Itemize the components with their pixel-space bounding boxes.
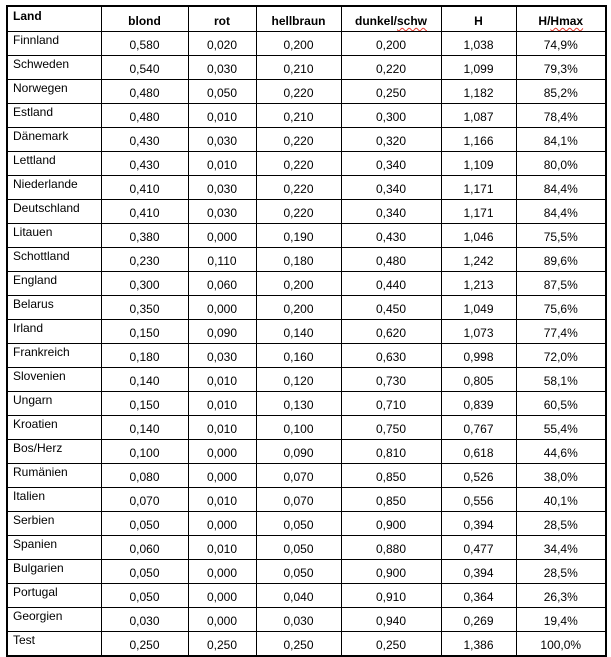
table-row [7,176,606,200]
table-row [7,56,606,80]
cell-value[interactable]: 0,000 [188,224,256,248]
cell-country[interactable]: England [7,272,101,296]
cell-country[interactable]: Italien [7,488,101,512]
cell-value[interactable]: 34,4% [516,536,606,560]
cell-value[interactable]: 0,030 [188,344,256,368]
cell-value[interactable]: 0,364 [441,584,516,608]
cell-value[interactable]: 0,839 [441,392,516,416]
column-header-rot[interactable]: rot [188,6,256,32]
cell-value[interactable]: 0,430 [101,128,188,152]
table-row [7,200,606,224]
cell-value[interactable]: 28,5% [516,560,606,584]
cell-value[interactable]: 0,477 [441,536,516,560]
cell-value[interactable]: 0,030 [188,176,256,200]
cell-value[interactable]: 28,5% [516,512,606,536]
cell-country[interactable]: Estland [7,104,101,128]
cell-country[interactable]: Portugal [7,584,101,608]
cell-value[interactable]: 0,556 [441,488,516,512]
cell-value[interactable]: 0,880 [341,536,441,560]
cell-value[interactable]: 0,526 [441,464,516,488]
cell-value[interactable]: 0,940 [341,608,441,632]
cell-value[interactable]: 0,050 [256,536,341,560]
cell-value[interactable]: 0,130 [256,392,341,416]
cell-country[interactable]: Finnland [7,32,101,56]
cell-value[interactable]: 74,9% [516,32,606,56]
cell-value[interactable]: 55,4% [516,416,606,440]
cell-country[interactable]: Test [7,632,101,657]
cell-value[interactable]: 0,060 [101,536,188,560]
cell-value[interactable]: 0,090 [256,440,341,464]
table-row [7,272,606,296]
table-row [7,488,606,512]
cell-value[interactable]: 0,020 [188,32,256,56]
table-row [7,608,606,632]
cell-value[interactable]: 0,110 [188,248,256,272]
cell-value[interactable]: 0,580 [101,32,188,56]
cell-value[interactable]: 0,230 [101,248,188,272]
table-row [7,560,606,584]
cell-value[interactable]: 0,220 [256,128,341,152]
header-text-hmax-spellcheck: Hmax [550,14,584,28]
cell-value[interactable]: 0,340 [341,176,441,200]
cell-country[interactable]: Deutschland [7,200,101,224]
cell-country[interactable]: Bulgarien [7,560,101,584]
cell-country[interactable]: Serbien [7,512,101,536]
cell-value[interactable]: 0,430 [341,224,441,248]
cell-value[interactable]: 78,4% [516,104,606,128]
cell-value[interactable]: 0,220 [256,176,341,200]
cell-country[interactable]: Lettland [7,152,101,176]
cell-value[interactable]: 1,171 [441,176,516,200]
cell-value[interactable]: 0,200 [256,32,341,56]
cell-value[interactable]: 0,900 [341,560,441,584]
cell-value[interactable]: 0,200 [256,272,341,296]
cell-value[interactable]: 0,210 [256,56,341,80]
cell-country[interactable]: Bos/Herz [7,440,101,464]
cell-value[interactable]: 0,220 [256,80,341,104]
cell-value[interactable]: 1,386 [441,632,516,657]
cell-value[interactable]: 0,394 [441,512,516,536]
cell-value[interactable]: 0,810 [341,440,441,464]
cell-country[interactable]: Georgien [7,608,101,632]
cell-value[interactable]: 72,0% [516,344,606,368]
table-row [7,464,606,488]
cell-value[interactable]: 0,030 [188,200,256,224]
cell-value[interactable]: 0,100 [101,440,188,464]
cell-value[interactable]: 0,010 [188,488,256,512]
cell-country[interactable]: Dänemark [7,128,101,152]
cell-value[interactable]: 0,010 [188,536,256,560]
cell-country[interactable]: Irland [7,320,101,344]
table-row [7,344,606,368]
cell-value[interactable]: 84,1% [516,128,606,152]
cell-value[interactable]: 0,394 [441,560,516,584]
cell-value[interactable]: 0,180 [101,344,188,368]
cell-value[interactable]: 1,046 [441,224,516,248]
cell-value[interactable]: 84,4% [516,176,606,200]
cell-value[interactable]: 85,2% [516,80,606,104]
cell-country[interactable]: Rumänien [7,464,101,488]
cell-value[interactable]: 0,340 [341,200,441,224]
column-header-dunkel-schw[interactable] [341,6,441,32]
cell-value[interactable]: 0,000 [188,296,256,320]
cell-country[interactable]: Schottland [7,248,101,272]
cell-value[interactable]: 0,210 [256,104,341,128]
cell-value[interactable]: 0,090 [188,320,256,344]
cell-value[interactable]: 0,030 [101,608,188,632]
cell-value[interactable]: 1,049 [441,296,516,320]
table-row [7,392,606,416]
cell-value[interactable]: 1,182 [441,80,516,104]
cell-value[interactable]: 0,250 [188,632,256,657]
cell-value[interactable]: 0,630 [341,344,441,368]
cell-value[interactable]: 0,269 [441,608,516,632]
cell-country[interactable]: Schweden [7,56,101,80]
header-text-h-slash: H/ [538,14,551,28]
cell-value[interactable]: 0,050 [101,584,188,608]
cell-value[interactable]: 0,380 [101,224,188,248]
cell-value[interactable]: 0,010 [188,104,256,128]
cell-value[interactable]: 0,410 [101,176,188,200]
cell-value[interactable]: 0,910 [341,584,441,608]
cell-value[interactable]: 19,4% [516,608,606,632]
table-row [7,152,606,176]
cell-value[interactable]: 0,340 [341,152,441,176]
cell-value[interactable]: 0,080 [101,464,188,488]
cell-value[interactable]: 0,140 [101,416,188,440]
cell-value[interactable]: 38,0% [516,464,606,488]
cell-country[interactable]: Norwegen [7,80,101,104]
cell-value[interactable]: 1,109 [441,152,516,176]
cell-value[interactable]: 0,480 [101,80,188,104]
cell-value[interactable]: 0,200 [256,296,341,320]
table-row [7,584,606,608]
cell-value[interactable]: 80,0% [516,152,606,176]
cell-value[interactable]: 0,250 [256,632,341,657]
cell-value[interactable]: 0,730 [341,368,441,392]
cell-value[interactable]: 0,250 [341,80,441,104]
table-row [7,80,606,104]
cell-value[interactable]: 0,250 [101,632,188,657]
cell-value[interactable]: 26,3% [516,584,606,608]
table-row [7,248,606,272]
cell-value[interactable]: 0,010 [188,152,256,176]
cell-value[interactable]: 0,200 [341,32,441,56]
cell-value[interactable]: 75,5% [516,224,606,248]
cell-value[interactable]: 0,000 [188,440,256,464]
cell-value[interactable]: 1,087 [441,104,516,128]
cell-value[interactable]: 84,4% [516,200,606,224]
cell-value[interactable]: 0,000 [188,464,256,488]
cell-value[interactable]: 87,5% [516,272,606,296]
table-row [7,296,606,320]
cell-value[interactable]: 0,150 [101,392,188,416]
cell-value[interactable]: 0,030 [256,608,341,632]
cell-value[interactable]: 0,050 [101,560,188,584]
column-header-h-hmax[interactable] [516,6,606,32]
cell-country[interactable]: Niederlande [7,176,101,200]
cell-value[interactable]: 0,190 [256,224,341,248]
cell-value[interactable]: 40,1% [516,488,606,512]
cell-value[interactable]: 0,140 [256,320,341,344]
cell-value[interactable]: 0,000 [188,584,256,608]
cell-value[interactable]: 0,050 [256,560,341,584]
column-header-h[interactable]: H [441,6,516,32]
cell-value[interactable]: 0,010 [188,368,256,392]
cell-value[interactable]: 44,6% [516,440,606,464]
cell-country[interactable]: Spanien [7,536,101,560]
cell-value[interactable]: 0,998 [441,344,516,368]
cell-value[interactable]: 0,220 [256,200,341,224]
cell-value[interactable]: 60,5% [516,392,606,416]
cell-value[interactable]: 77,4% [516,320,606,344]
cell-value[interactable]: 0,010 [188,392,256,416]
table-row [7,512,606,536]
cell-value[interactable]: 0,450 [341,296,441,320]
cell-value[interactable]: 0,030 [188,56,256,80]
cell-value[interactable]: 58,1% [516,368,606,392]
cell-value[interactable]: 1,171 [441,200,516,224]
cell-value[interactable]: 0,030 [188,128,256,152]
cell-country[interactable]: Kroatien [7,416,101,440]
cell-value[interactable]: 1,213 [441,272,516,296]
cell-value[interactable]: 0,040 [256,584,341,608]
cell-value[interactable]: 0,050 [101,512,188,536]
cell-value[interactable]: 0,060 [188,272,256,296]
cell-value[interactable]: 75,6% [516,296,606,320]
cell-value[interactable]: 1,073 [441,320,516,344]
cell-value[interactable]: 0,710 [341,392,441,416]
column-header-blond[interactable]: blond [101,6,188,32]
cell-value[interactable]: 0,850 [341,488,441,512]
cell-value[interactable]: 0,220 [256,152,341,176]
cell-value[interactable]: 0,767 [441,416,516,440]
cell-value[interactable]: 0,440 [341,272,441,296]
cell-value[interactable]: 1,166 [441,128,516,152]
cell-value[interactable]: 89,6% [516,248,606,272]
cell-value[interactable]: 0,900 [341,512,441,536]
cell-value[interactable]: 0,000 [188,560,256,584]
cell-value[interactable]: 0,480 [101,104,188,128]
cell-value[interactable]: 1,099 [441,56,516,80]
cell-value[interactable]: 0,620 [341,320,441,344]
cell-value[interactable]: 0,320 [341,128,441,152]
cell-value[interactable]: 0,050 [256,512,341,536]
header-row [7,6,606,32]
cell-value[interactable]: 0,070 [256,488,341,512]
cell-value[interactable]: 1,242 [441,248,516,272]
table-row [7,32,606,56]
hair-color-frequency-table [6,5,607,657]
cell-value[interactable]: 0,010 [188,416,256,440]
cell-value[interactable]: 0,180 [256,248,341,272]
cell-value[interactable]: 0,000 [188,608,256,632]
cell-value[interactable]: 0,350 [101,296,188,320]
cell-value[interactable]: 0,140 [101,368,188,392]
table-row [7,128,606,152]
cell-value[interactable]: 0,805 [441,368,516,392]
cell-value[interactable]: 100,0% [516,632,606,657]
cell-value[interactable]: 0,430 [101,152,188,176]
cell-value[interactable]: 0,618 [441,440,516,464]
cell-country[interactable]: Litauen [7,224,101,248]
header-text-dunkel: dunkel/ [354,14,397,28]
cell-country[interactable]: Ungarn [7,392,101,416]
table-row [7,536,606,560]
cell-value[interactable]: 0,150 [101,320,188,344]
cell-value[interactable]: 0,540 [101,56,188,80]
table-row [7,104,606,128]
cell-country[interactable]: Belarus [7,296,101,320]
header-text-schw-spellcheck: schw [397,14,428,28]
table-row [7,320,606,344]
cell-value[interactable]: 0,250 [341,632,441,657]
cell-value[interactable]: 0,480 [341,248,441,272]
column-header-hellbraun[interactable]: hellbraun [256,6,341,32]
cell-value[interactable]: 0,410 [101,200,188,224]
table-row [7,368,606,392]
table-row [7,632,606,657]
cell-country[interactable]: Slovenien [7,368,101,392]
cell-value[interactable]: 0,850 [341,464,441,488]
table-row [7,440,606,464]
cell-value[interactable]: 0,220 [341,56,441,80]
cell-value[interactable]: 79,3% [516,56,606,80]
cell-value[interactable]: 0,750 [341,416,441,440]
cell-value[interactable]: 0,100 [256,416,341,440]
cell-country[interactable]: Frankreich [7,344,101,368]
cell-value[interactable]: 0,300 [101,272,188,296]
table-row [7,416,606,440]
cell-value[interactable]: 0,070 [256,464,341,488]
cell-value[interactable]: 1,038 [441,32,516,56]
table-row [7,224,606,248]
column-header-land[interactable]: Land [7,6,101,32]
table-body [7,32,606,657]
cell-value[interactable]: 0,160 [256,344,341,368]
cell-value[interactable]: 0,300 [341,104,441,128]
cell-value[interactable]: 0,070 [101,488,188,512]
cell-value[interactable]: 0,000 [188,512,256,536]
cell-value[interactable]: 0,050 [188,80,256,104]
cell-value[interactable]: 0,120 [256,368,341,392]
